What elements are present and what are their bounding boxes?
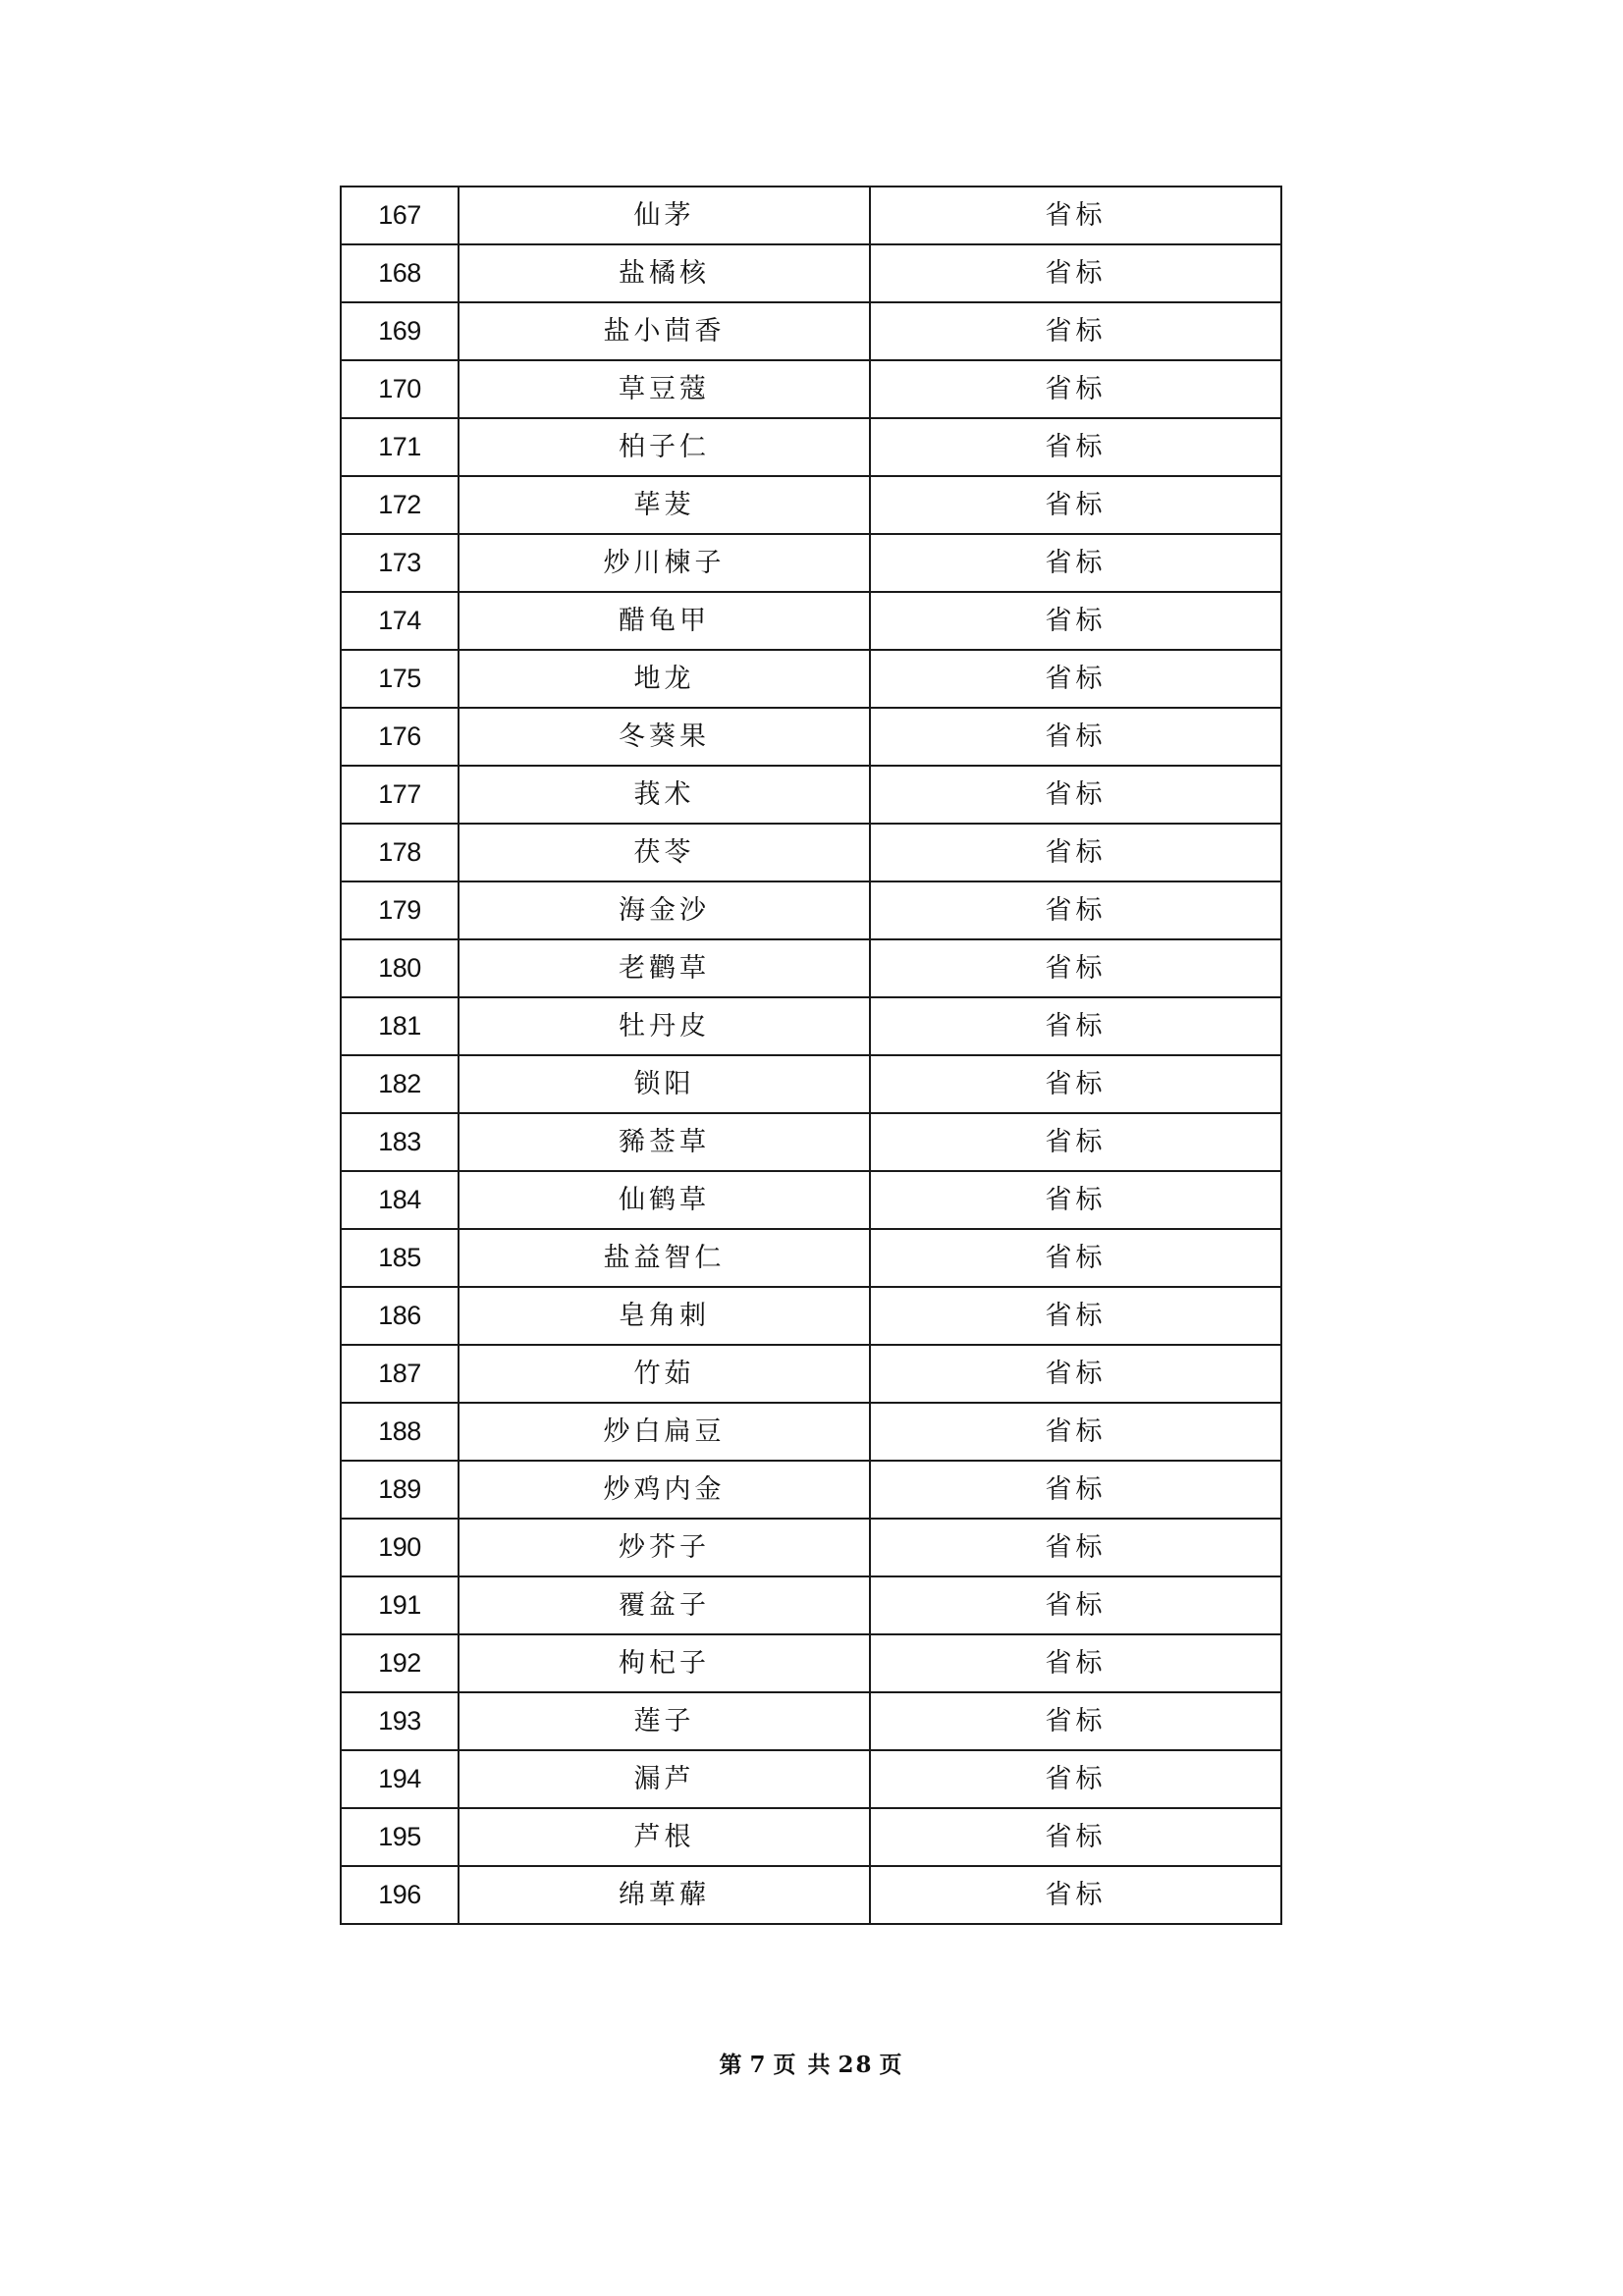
table-row xyxy=(341,1113,1281,1171)
standard-level: 省标 xyxy=(870,650,1281,708)
table-row xyxy=(341,418,1281,476)
medicine-name: 仙鹤草 xyxy=(459,1171,870,1229)
row-number: 183 xyxy=(341,1113,459,1171)
row-number: 178 xyxy=(341,824,459,881)
table-row xyxy=(341,187,1281,244)
row-number: 190 xyxy=(341,1519,459,1576)
row-number: 179 xyxy=(341,881,459,939)
row-number: 196 xyxy=(341,1866,459,1924)
table-row xyxy=(341,244,1281,302)
standard-level: 省标 xyxy=(870,939,1281,997)
standard-level: 省标 xyxy=(870,360,1281,418)
standard-level: 省标 xyxy=(870,476,1281,534)
row-number: 180 xyxy=(341,939,459,997)
row-number: 195 xyxy=(341,1808,459,1866)
medicine-name: 柏子仁 xyxy=(459,418,870,476)
table-row xyxy=(341,708,1281,766)
row-number: 172 xyxy=(341,476,459,534)
standard-level: 省标 xyxy=(870,1055,1281,1113)
standard-level: 省标 xyxy=(870,766,1281,824)
row-number: 174 xyxy=(341,592,459,650)
footer-current-page: 7 xyxy=(749,2052,768,2078)
table-row xyxy=(341,939,1281,997)
table-row xyxy=(341,592,1281,650)
table-row xyxy=(341,1576,1281,1634)
row-number: 185 xyxy=(341,1229,459,1287)
table-row xyxy=(341,766,1281,824)
medicine-table xyxy=(340,186,1282,1925)
medicine-name: 莲子 xyxy=(459,1692,870,1750)
medicine-name: 牡丹皮 xyxy=(459,997,870,1055)
footer-suffix: 页 xyxy=(879,2052,904,2078)
medicine-name: 莪术 xyxy=(459,766,870,824)
standard-level: 省标 xyxy=(870,997,1281,1055)
table-row xyxy=(341,881,1281,939)
footer-total-pages: 28 xyxy=(838,2052,874,2078)
row-number: 170 xyxy=(341,360,459,418)
page-footer xyxy=(0,2047,1623,2079)
standard-level: 省标 xyxy=(870,418,1281,476)
medicine-name: 冬葵果 xyxy=(459,708,870,766)
row-number: 188 xyxy=(341,1403,459,1461)
table-row xyxy=(341,1171,1281,1229)
table-row xyxy=(341,1055,1281,1113)
standard-level: 省标 xyxy=(870,1113,1281,1171)
medicine-name: 海金沙 xyxy=(459,881,870,939)
row-number: 182 xyxy=(341,1055,459,1113)
table-row xyxy=(341,1750,1281,1808)
table-body xyxy=(341,187,1281,1924)
table-row xyxy=(341,1229,1281,1287)
row-number: 167 xyxy=(341,187,459,244)
standard-level: 省标 xyxy=(870,1171,1281,1229)
standard-level: 省标 xyxy=(870,187,1281,244)
medicine-name: 芦根 xyxy=(459,1808,870,1866)
table-row xyxy=(341,1808,1281,1866)
table-row xyxy=(341,476,1281,534)
medicine-name: 竹茹 xyxy=(459,1345,870,1403)
medicine-name: 草豆蔻 xyxy=(459,360,870,418)
medicine-name: 枸杞子 xyxy=(459,1634,870,1692)
standard-level: 省标 xyxy=(870,1461,1281,1519)
table-row xyxy=(341,1634,1281,1692)
row-number: 194 xyxy=(341,1750,459,1808)
row-number: 193 xyxy=(341,1692,459,1750)
standard-level: 省标 xyxy=(870,534,1281,592)
row-number: 175 xyxy=(341,650,459,708)
row-number: 191 xyxy=(341,1576,459,1634)
medicine-name: 盐小茴香 xyxy=(459,302,870,360)
table-row xyxy=(341,650,1281,708)
standard-level: 省标 xyxy=(870,244,1281,302)
standard-level: 省标 xyxy=(870,1287,1281,1345)
medicine-name: 仙茅 xyxy=(459,187,870,244)
table-row xyxy=(341,360,1281,418)
medicine-name: 盐橘核 xyxy=(459,244,870,302)
row-number: 184 xyxy=(341,1171,459,1229)
footer-prefix: 第 xyxy=(719,2052,744,2078)
medicine-name: 绵萆薢 xyxy=(459,1866,870,1924)
standard-level: 省标 xyxy=(870,824,1281,881)
medicine-name: 茯苓 xyxy=(459,824,870,881)
row-number: 169 xyxy=(341,302,459,360)
table-row xyxy=(341,1287,1281,1345)
medicine-name: 锁阳 xyxy=(459,1055,870,1113)
table-row xyxy=(341,1866,1281,1924)
medicine-name: 地龙 xyxy=(459,650,870,708)
medicine-name: 炒白扁豆 xyxy=(459,1403,870,1461)
standard-level: 省标 xyxy=(870,881,1281,939)
standard-level: 省标 xyxy=(870,1634,1281,1692)
table-row xyxy=(341,824,1281,881)
row-number: 168 xyxy=(341,244,459,302)
standard-level: 省标 xyxy=(870,708,1281,766)
footer-middle: 页 共 xyxy=(773,2052,833,2078)
medicine-name: 炒鸡内金 xyxy=(459,1461,870,1519)
table-row xyxy=(341,302,1281,360)
table-row xyxy=(341,1403,1281,1461)
medicine-name: 醋龟甲 xyxy=(459,592,870,650)
standard-level: 省标 xyxy=(870,1403,1281,1461)
medicine-name: 皂角刺 xyxy=(459,1287,870,1345)
medicine-name: 炒芥子 xyxy=(459,1519,870,1576)
table-row xyxy=(341,534,1281,592)
row-number: 171 xyxy=(341,418,459,476)
medicine-name: 盐益智仁 xyxy=(459,1229,870,1287)
table-row xyxy=(341,1519,1281,1576)
medicine-name: 豨莶草 xyxy=(459,1113,870,1171)
standard-level: 省标 xyxy=(870,1229,1281,1287)
standard-level: 省标 xyxy=(870,1866,1281,1924)
table-row xyxy=(341,1692,1281,1750)
row-number: 181 xyxy=(341,997,459,1055)
row-number: 177 xyxy=(341,766,459,824)
medicine-name: 覆盆子 xyxy=(459,1576,870,1634)
row-number: 189 xyxy=(341,1461,459,1519)
medicine-name: 炒川楝子 xyxy=(459,534,870,592)
standard-level: 省标 xyxy=(870,302,1281,360)
standard-level: 省标 xyxy=(870,1808,1281,1866)
row-number: 173 xyxy=(341,534,459,592)
medicine-name: 荜茇 xyxy=(459,476,870,534)
table-row xyxy=(341,1345,1281,1403)
standard-level: 省标 xyxy=(870,592,1281,650)
table-row xyxy=(341,1461,1281,1519)
table-row xyxy=(341,997,1281,1055)
medicine-name: 老鹳草 xyxy=(459,939,870,997)
row-number: 192 xyxy=(341,1634,459,1692)
standard-level: 省标 xyxy=(870,1576,1281,1634)
standard-level: 省标 xyxy=(870,1750,1281,1808)
row-number: 187 xyxy=(341,1345,459,1403)
row-number: 186 xyxy=(341,1287,459,1345)
row-number: 176 xyxy=(341,708,459,766)
medicine-name: 漏芦 xyxy=(459,1750,870,1808)
standard-level: 省标 xyxy=(870,1345,1281,1403)
standard-level: 省标 xyxy=(870,1519,1281,1576)
standard-level: 省标 xyxy=(870,1692,1281,1750)
